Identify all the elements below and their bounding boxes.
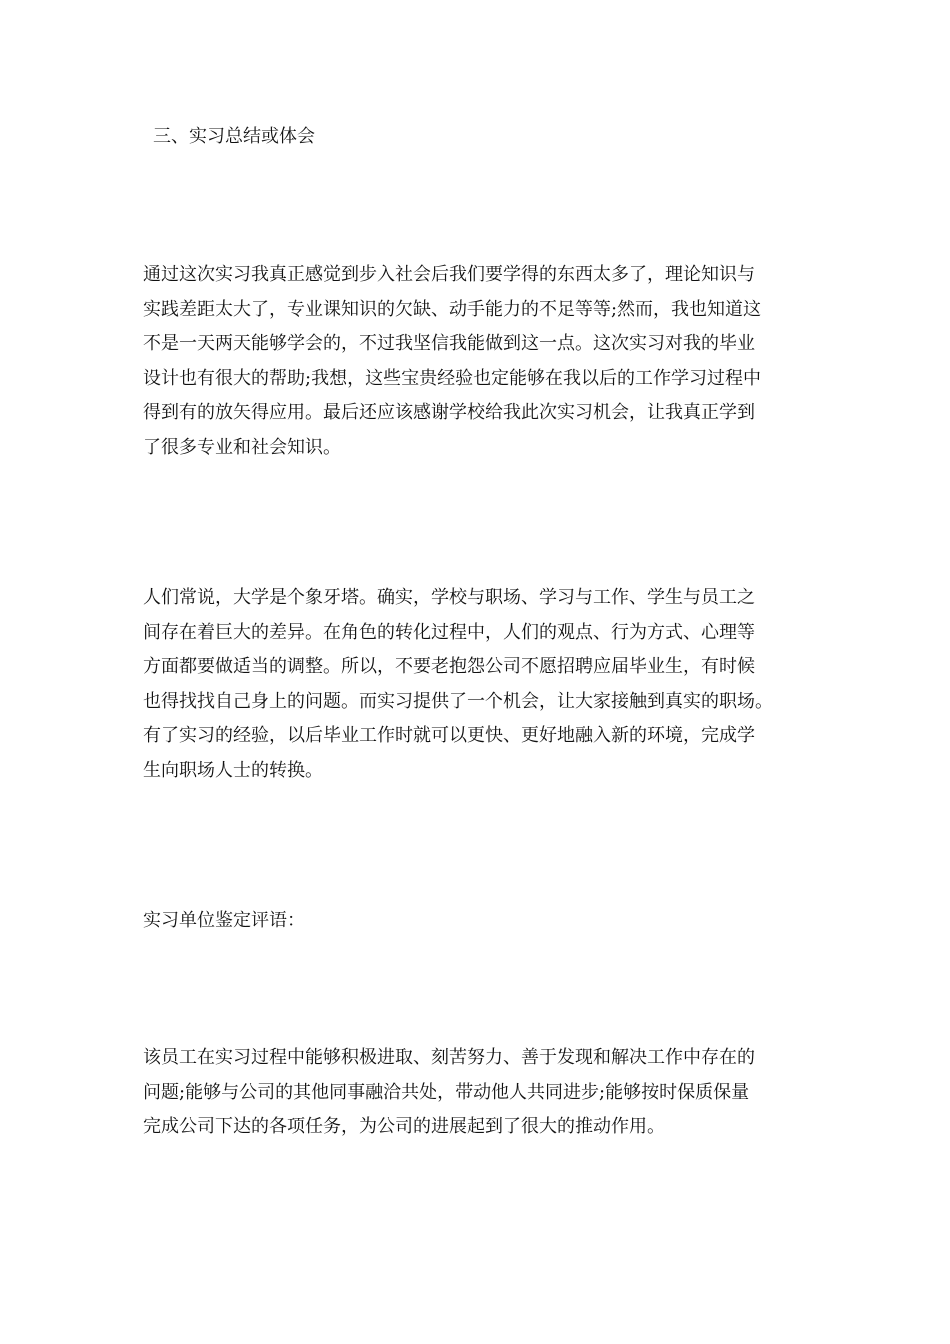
paragraph-line: 生向职场人士的转换。 [143,759,323,781]
paragraph-line: 实践差距太大了，专业课知识的欠缺、动手能力的不足等等;然而，我也知道这 [143,298,762,320]
paragraph-line: 方面都要做适当的调整。所以，不要老抱怨公司不愿招聘应届毕业生，有时候 [143,656,755,677]
evaluation-heading: 实习单位鉴定评语： [143,910,305,931]
paragraph-line: 不是一天两天能够学会的，不过我坚信我能做到这一点。这次实习对我的毕业 [143,333,755,354]
section-heading: 三、实习总结或体会 [153,126,315,147]
paragraph-line: 有了实习的经验，以后毕业工作时就可以更快、更好地融入新的环境，完成学 [143,725,755,746]
paragraph-line: 间存在着巨大的差异。在角色的转化过程中，人们的观点、行为方式、心理等 [143,621,755,643]
paragraph-summary [143,258,815,465]
paragraph-line: 设计也有很大的帮助;我想，这些宝贵经验也定能够在我以后的工作学习过程中 [143,367,762,389]
paragraph-line: 人们常说，大学是个象牙塔。确实，学校与职场、学习与工作、学生与员工之 [143,587,755,608]
paragraph-line: 得到有的放矢得应用。最后还应该感谢学校给我此次实习机会，让我真正学到 [143,402,755,423]
paragraph-reflection [143,581,815,788]
paragraph-line: 也得找找自己身上的问题。而实习提供了一个机会，让大家接触到真实的职场。 [143,690,773,712]
paragraph-line: 了很多专业和社会知识。 [143,436,341,458]
paragraph-line: 问题;能够与公司的其他同事融洽共处，带动他人共同进步;能够按时保质保量 [143,1081,750,1103]
paragraph-line: 完成公司下达的各项任务，为公司的进展起到了很大的推动作用。 [143,1116,665,1137]
paragraph-line: 该员工在实习过程中能够积极进取、刻苦努力、善于发现和解决工作中存在的 [143,1047,755,1068]
paragraph-evaluation [143,1041,815,1145]
paragraph-line: 通过这次实习我真正感觉到步入社会后我们要学得的东西太多了，理论知识与 [143,264,755,285]
